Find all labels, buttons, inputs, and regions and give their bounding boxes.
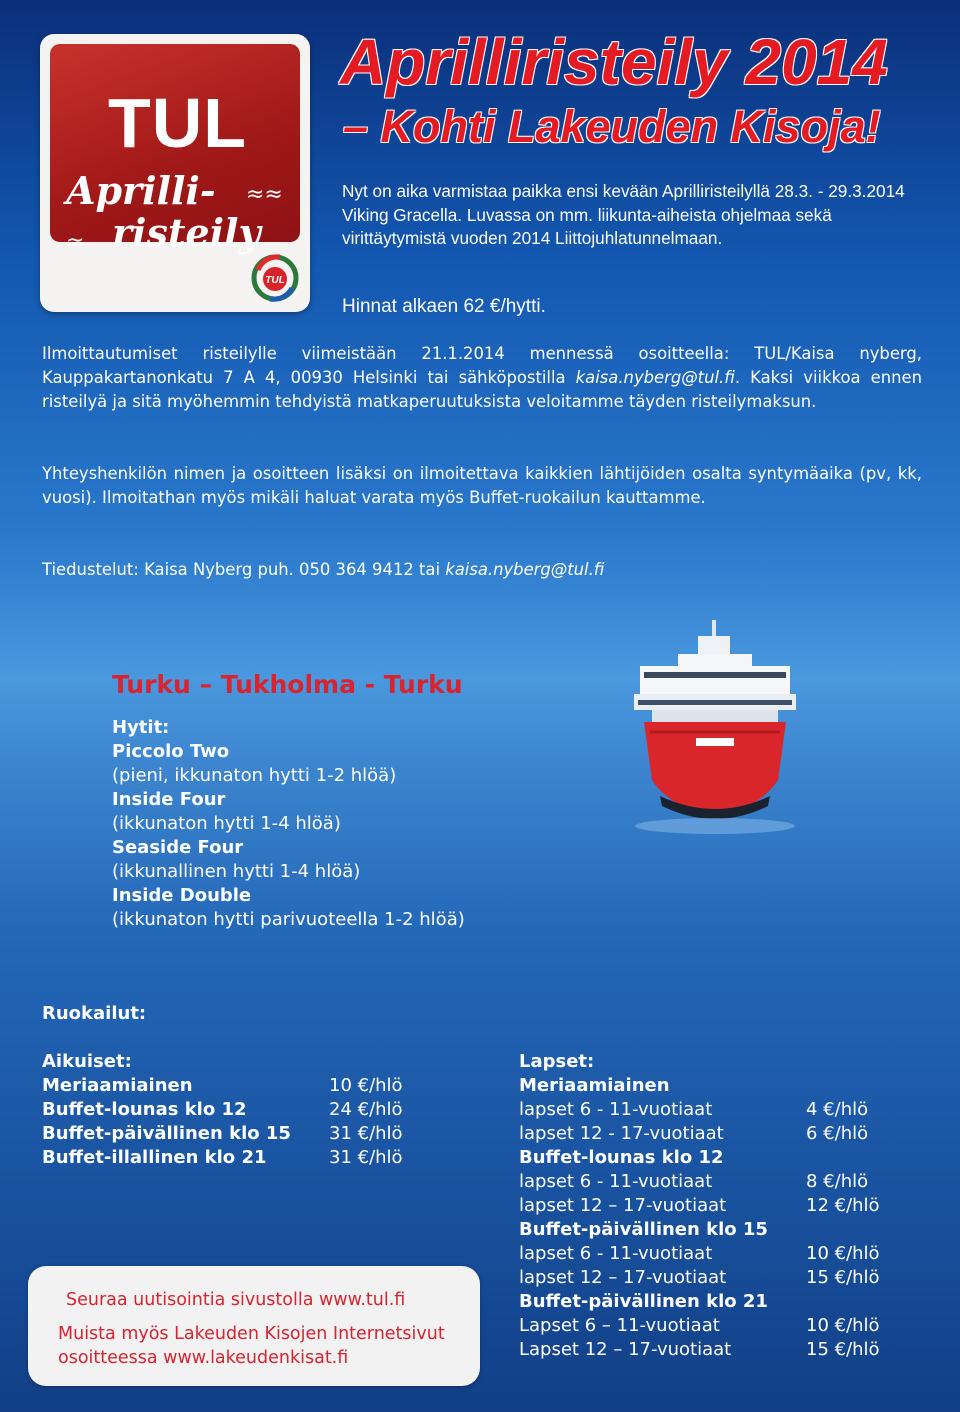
meal-label: Buffet-päivällinen klo 15	[42, 1123, 291, 1144]
cabin-list	[112, 716, 552, 932]
meal-category-label: Meriaamiainen	[519, 1075, 670, 1096]
page-subtitle: – Kohti Lakeuden Kisoja!	[343, 101, 881, 152]
meal-label: lapset 12 – 17-vuotiaat	[519, 1267, 727, 1288]
meal-label: lapset 6 - 11-vuotiaat	[519, 1243, 713, 1264]
adults-meal-list	[42, 1050, 442, 1170]
registration-email-link[interactable]: kaisa.nyberg@tul.fi	[575, 368, 735, 387]
meal-price: 4 €/hlö	[806, 1099, 869, 1120]
meal-category-label: Buffet-päivällinen klo 21	[519, 1291, 768, 1312]
enquiry-text: Tiedustelut: Kaisa Nyberg puh. 050 364 9412 tai	[42, 560, 446, 579]
intro-paragraph	[342, 180, 922, 251]
kids-meal-list	[519, 1050, 919, 1362]
meal-label: lapset 12 – 17-vuotiaat	[519, 1195, 727, 1216]
meal-category-label: Buffet-lounas klo 12	[519, 1147, 724, 1168]
meal-price: 24 €/hlö	[329, 1099, 403, 1120]
meal-label: Buffet-lounas klo 12	[42, 1099, 247, 1120]
meal-category	[519, 1146, 919, 1170]
route-title: Turku – Tukholma - Turku	[112, 670, 463, 699]
meal-price: 10 €/hlö	[329, 1075, 403, 1096]
enquiry-email-link[interactable]: kaisa.nyberg@tul.fi	[445, 560, 605, 579]
meal-price: 8 €/hlö	[806, 1171, 869, 1192]
meal-category-label: Buffet-päivällinen klo 15	[519, 1219, 768, 1240]
cabin-name: Inside Double	[112, 885, 252, 906]
meal-row	[519, 1338, 919, 1362]
meal-row	[519, 1170, 919, 1194]
logo-red-panel	[50, 44, 300, 255]
meal-label: Meriaamiainen	[42, 1075, 193, 1096]
meal-label: lapset 6 - 11-vuotiaat	[519, 1099, 713, 1120]
logo-brand: TUL	[108, 84, 248, 162]
cabin-name: Piccolo Two	[112, 741, 230, 762]
logo-script-line2: risteily	[112, 210, 261, 255]
tul-emblem-icon	[250, 252, 300, 304]
meal-row	[42, 1122, 442, 1146]
meal-row	[519, 1314, 919, 1338]
meal-label: Buffet-illallinen klo 21	[42, 1147, 267, 1168]
meal-price: 10 €/hlö	[806, 1315, 880, 1336]
intro-text: Nyt on aika varmistaa paikka ensi kevään Aprilliristeilyllä 28.3. - 29.3.2014 Viking Gracella. Luvassa on mm. liikunta-aiheista ohjelmaa sekä virittäytymistä vuoden 2014 Liittojuhlatunnelmaan.	[342, 181, 905, 248]
meal-category	[519, 1218, 919, 1242]
kids-heading	[519, 1050, 919, 1074]
page-title: Aprilliristeily 2014	[340, 26, 888, 98]
meal-category	[519, 1074, 919, 1098]
meal-row	[519, 1122, 919, 1146]
tul-logo	[40, 34, 310, 312]
meal-label: lapset 6 - 11-vuotiaat	[519, 1171, 713, 1192]
meal-price: 6 €/hlö	[806, 1123, 869, 1144]
meal-price: 10 €/hlö	[806, 1243, 880, 1264]
wave-icon: ≈≈	[246, 182, 283, 207]
adults-heading	[42, 1050, 442, 1074]
meal-price: 15 €/hlö	[806, 1267, 880, 1288]
cabin-description: (ikkunaton hytti parivuoteella 1-2 hlöä)	[112, 909, 465, 930]
meal-price: 12 €/hlö	[806, 1195, 880, 1216]
kids-heading-label: Lapset:	[519, 1051, 595, 1072]
cabin-name: Inside Four	[112, 789, 226, 810]
meal-row	[42, 1074, 442, 1098]
meal-price: 31 €/hlö	[329, 1147, 403, 1168]
info-line-website[interactable]: Seuraa uutisointia sivustolla www.tul.fi	[66, 1290, 406, 1310]
registration-text-after: . Kaksi viikkoa ennen risteilyä ja sitä myöhemmin tehdyistä matkaperuutuksista veloitamme täyden risteilymaksun.	[42, 368, 922, 411]
cabin-description: (ikkunallinen hytti 1-4 hlöä)	[112, 861, 361, 882]
cabin-description: (pieni, ikkunaton hytti 1-2 hlöä)	[112, 765, 397, 786]
emblem-text: TUL	[265, 275, 285, 286]
meal-label: Lapset 6 – 11-vuotiaat	[519, 1315, 720, 1336]
meal-price: 31 €/hlö	[329, 1123, 403, 1144]
meal-label: Lapset 12 – 17-vuotiaat	[519, 1339, 732, 1360]
meal-row	[519, 1194, 919, 1218]
cabins-heading: Hytit:	[112, 717, 170, 738]
info-box	[28, 1266, 480, 1386]
wave-icon: ≈	[66, 230, 85, 255]
enquiry-line	[42, 558, 922, 582]
adults-heading-label: Aikuiset:	[42, 1051, 132, 1072]
meal-price: 15 €/hlö	[806, 1339, 880, 1360]
contact-note: Yhteyshenkilön nimen ja osoitteen lisäksi on ilmoitettava kaikkien lähtijöiden osalta syntymäaika (pv, kk, vuosi). Ilmoitathan myös mikäli haluat varata myös Buffet-ruokailun kauttamme.	[42, 464, 922, 507]
price-line: Hinnat alkaen 62 €/hytti.	[342, 296, 546, 317]
registration-text: Ilmoittautumiset risteilylle viimeistään 21.1.2014 mennessä osoitteella: TUL/Kaisa nyberg, Kauppakartanonkatu 7 A 4, 00930 Helsinki tai sähköpostilla	[42, 344, 922, 387]
meals-heading: Ruokailut:	[42, 1003, 147, 1024]
cabin-name: Seaside Four	[112, 837, 244, 858]
cabin-description: (ikkunaton hytti 1-4 hlöä)	[112, 813, 341, 834]
meal-label: lapset 12 - 17-vuotiaat	[519, 1123, 724, 1144]
meal-row	[42, 1098, 442, 1122]
registration-paragraph	[42, 342, 922, 414]
contact-paragraph	[42, 462, 922, 510]
meal-row	[519, 1242, 919, 1266]
info-line-lakeuden-kisat[interactable]: Muista myös Lakeuden Kisojen Internetsivut osoitteessa www.lakeudenkisat.fi	[58, 1324, 445, 1368]
meal-category	[519, 1290, 919, 1314]
logo-script-line1: Aprilli-	[66, 168, 216, 213]
ship-image	[600, 620, 840, 850]
meal-row	[519, 1266, 919, 1290]
meal-row	[519, 1098, 919, 1122]
meal-row	[42, 1146, 442, 1170]
